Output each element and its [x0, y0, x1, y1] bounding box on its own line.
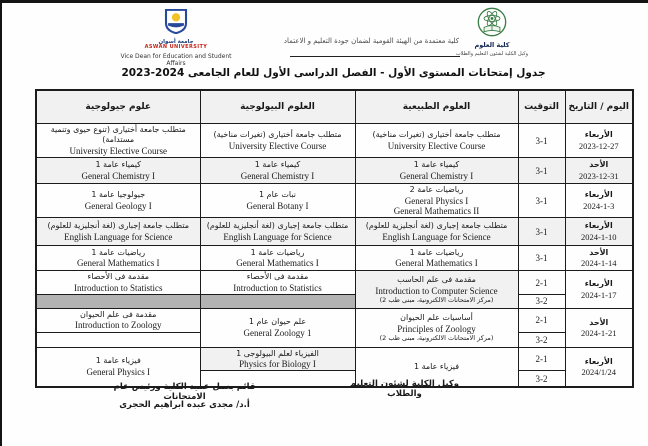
exam-cell: متطلب جامعة إجبارى (لغة أنجليزية للعلوم) English Language for Science: [200, 218, 355, 246]
header-divider-line: [290, 56, 460, 57]
time-cell: 3-1: [518, 158, 565, 184]
column-header-biological: العلوم البيولوجية: [200, 90, 355, 124]
time-cell: 2-1: [518, 347, 565, 371]
date-cell: الأحد 2023-12-31: [565, 158, 633, 184]
table-row: [36, 246, 633, 271]
date-cell: الأربعاء 2024-1-3: [565, 184, 633, 218]
exam-cell: متطلب جامعة أختيارى (تنوع حيوى وتنمية مستدامة) University Elective Course: [36, 124, 200, 158]
time-cell: 3-2: [518, 371, 565, 387]
page-title: جدول إمتحانات المستوى الأول - الفصل الدراسى الأول للعام الجامعى 2024-2023: [121, 67, 546, 79]
exam-cell: الفيزياء لعلم البيولوجى 1 Physics for Biology I: [200, 347, 355, 371]
date-cell: الأربعاء 2024-1-10: [565, 218, 633, 246]
exam-cell: رياضيات عامة 1 General Mathematics I: [355, 246, 518, 271]
exam-cell: متطلب جامعة أختيارى (تغيرات مناخية) University Elective Course: [200, 124, 355, 158]
time-cell: 3-2: [518, 294, 565, 308]
exam-cell: فيزياء عامة 1: [355, 347, 518, 387]
table-header-row: [36, 90, 633, 124]
exam-cell: فيزياء عامة 1 General Physics I: [36, 347, 200, 387]
accreditation-text: كلية معتمدة من الهيئة القومية لضمان جودة التعليم و الاعتماد: [283, 37, 460, 45]
exam-cell: كيمياء عامة 1 General Chemistry I: [36, 158, 200, 184]
column-header-geological: علوم جيولوجية: [36, 90, 200, 124]
faculty-header-block: [438, 7, 546, 57]
vice-dean-signature-title: وكيل الكلية لشئون التعليم والطلاب: [349, 379, 460, 399]
date-cell: الأحد 2024-1-21: [565, 308, 633, 347]
column-header-natural: العلوم الطبيعية: [355, 90, 518, 124]
shaded-empty-cell: [200, 294, 355, 308]
exam-cell: رياضيات عامة 1 General Mathematics I: [200, 246, 355, 271]
date-cell: الأربعاء 2024/1/24: [565, 347, 633, 387]
university-name-arabic: جامعة أسوان: [158, 39, 194, 45]
date-cell: الأحد 2024-1-14: [565, 246, 633, 271]
faculty-name: كلية العلوم: [474, 41, 510, 49]
table-row: [36, 271, 633, 295]
exam-cell: كيمياء عامة 1 General Chemistry I: [355, 158, 518, 184]
table-row: [36, 124, 633, 158]
faculty-office-label: وكيل الكلية لشئون التعليم والطلاب: [455, 50, 529, 57]
exam-cell: جيولوجيا عامة 1 General Geology I: [36, 184, 200, 218]
university-header-block: [120, 9, 232, 68]
exam-cell: رياضيات عامة 1 General Mathematics I: [36, 246, 200, 271]
shaded-empty-cell: [36, 294, 200, 308]
time-cell: 2-1: [518, 271, 565, 295]
exam-cell: متطلب جامعة أختيارى (تغيرات مناخية) University Elective Course: [355, 124, 518, 158]
exam-cell: متطلب جامعة إجبارى (لغة أنجليزية للعلوم) English Language for Science: [36, 218, 200, 246]
exam-cell: مقدمة فى علم الحاسب Introduction to Computer Science (مركز الامتحانات الالكترونية، مبنى طب 2): [355, 271, 518, 309]
column-header-time: التوقيت: [518, 90, 565, 124]
exam-cell: علم حيوان عام 1 General Zoology 1: [200, 308, 355, 347]
time-cell: 3-1: [518, 184, 565, 218]
table-row: [36, 184, 633, 218]
table-row: [36, 347, 633, 371]
university-shield-icon: [161, 19, 191, 38]
exam-schedule-table: [35, 89, 634, 388]
exam-cell: أساسيات علم الحيوان Principles of Zoology (مركز الامتحانات الالكترونية، مبنى طب 2): [355, 308, 518, 347]
empty-cell: [36, 332, 200, 347]
table-row: [36, 218, 633, 246]
time-cell: 3-1: [518, 124, 565, 158]
table-row: [36, 308, 633, 332]
column-header-date: اليوم / التاريخ: [565, 90, 633, 124]
acting-dean-signature-name: أ.د/ مجدى عبده ابراهيم الحجرى: [119, 400, 250, 410]
exam-cell: متطلب جامعة إجبارى (لغة أنجليزية للعلوم) English Language for Science: [355, 218, 518, 246]
acting-dean-signature-title: قائم بعمل عميد الكلية ورئيس عام الامتحانات: [113, 382, 256, 402]
time-cell: 3-1: [518, 246, 565, 271]
table-subrow: [36, 294, 633, 308]
exam-cell: مقدمة فى علم الحيوان Introduction to Zoology: [36, 308, 200, 332]
time-cell: 2-1: [518, 308, 565, 332]
exam-cell: نبات عام 1 General Botany I: [200, 184, 355, 218]
date-cell: الأربعاء 2024-1-17: [565, 271, 633, 309]
faculty-science-emblem-icon: [477, 22, 507, 41]
table-row: [36, 158, 633, 184]
time-cell: 3-1: [518, 218, 565, 246]
vice-dean-office-label: Vice Dean for Education and Student Affairs: [120, 52, 232, 68]
date-cell: الأربعاء 2023-12-27: [565, 124, 633, 158]
university-name-english: ASWAN UNIVERSITY: [144, 44, 208, 51]
time-cell: 3-2: [518, 332, 565, 347]
exam-cell: كيمياء عامة 1 General Chemistry I: [200, 158, 355, 184]
exam-cell: رياضيات عامة 2 General Physics I General Mathematics II: [355, 184, 518, 218]
exam-cell: مقدمة فى الأحصاء Introduction to Statistics: [36, 271, 200, 295]
exam-cell: مقدمة فى الأحصاء Introduction to Statistics: [200, 271, 355, 295]
